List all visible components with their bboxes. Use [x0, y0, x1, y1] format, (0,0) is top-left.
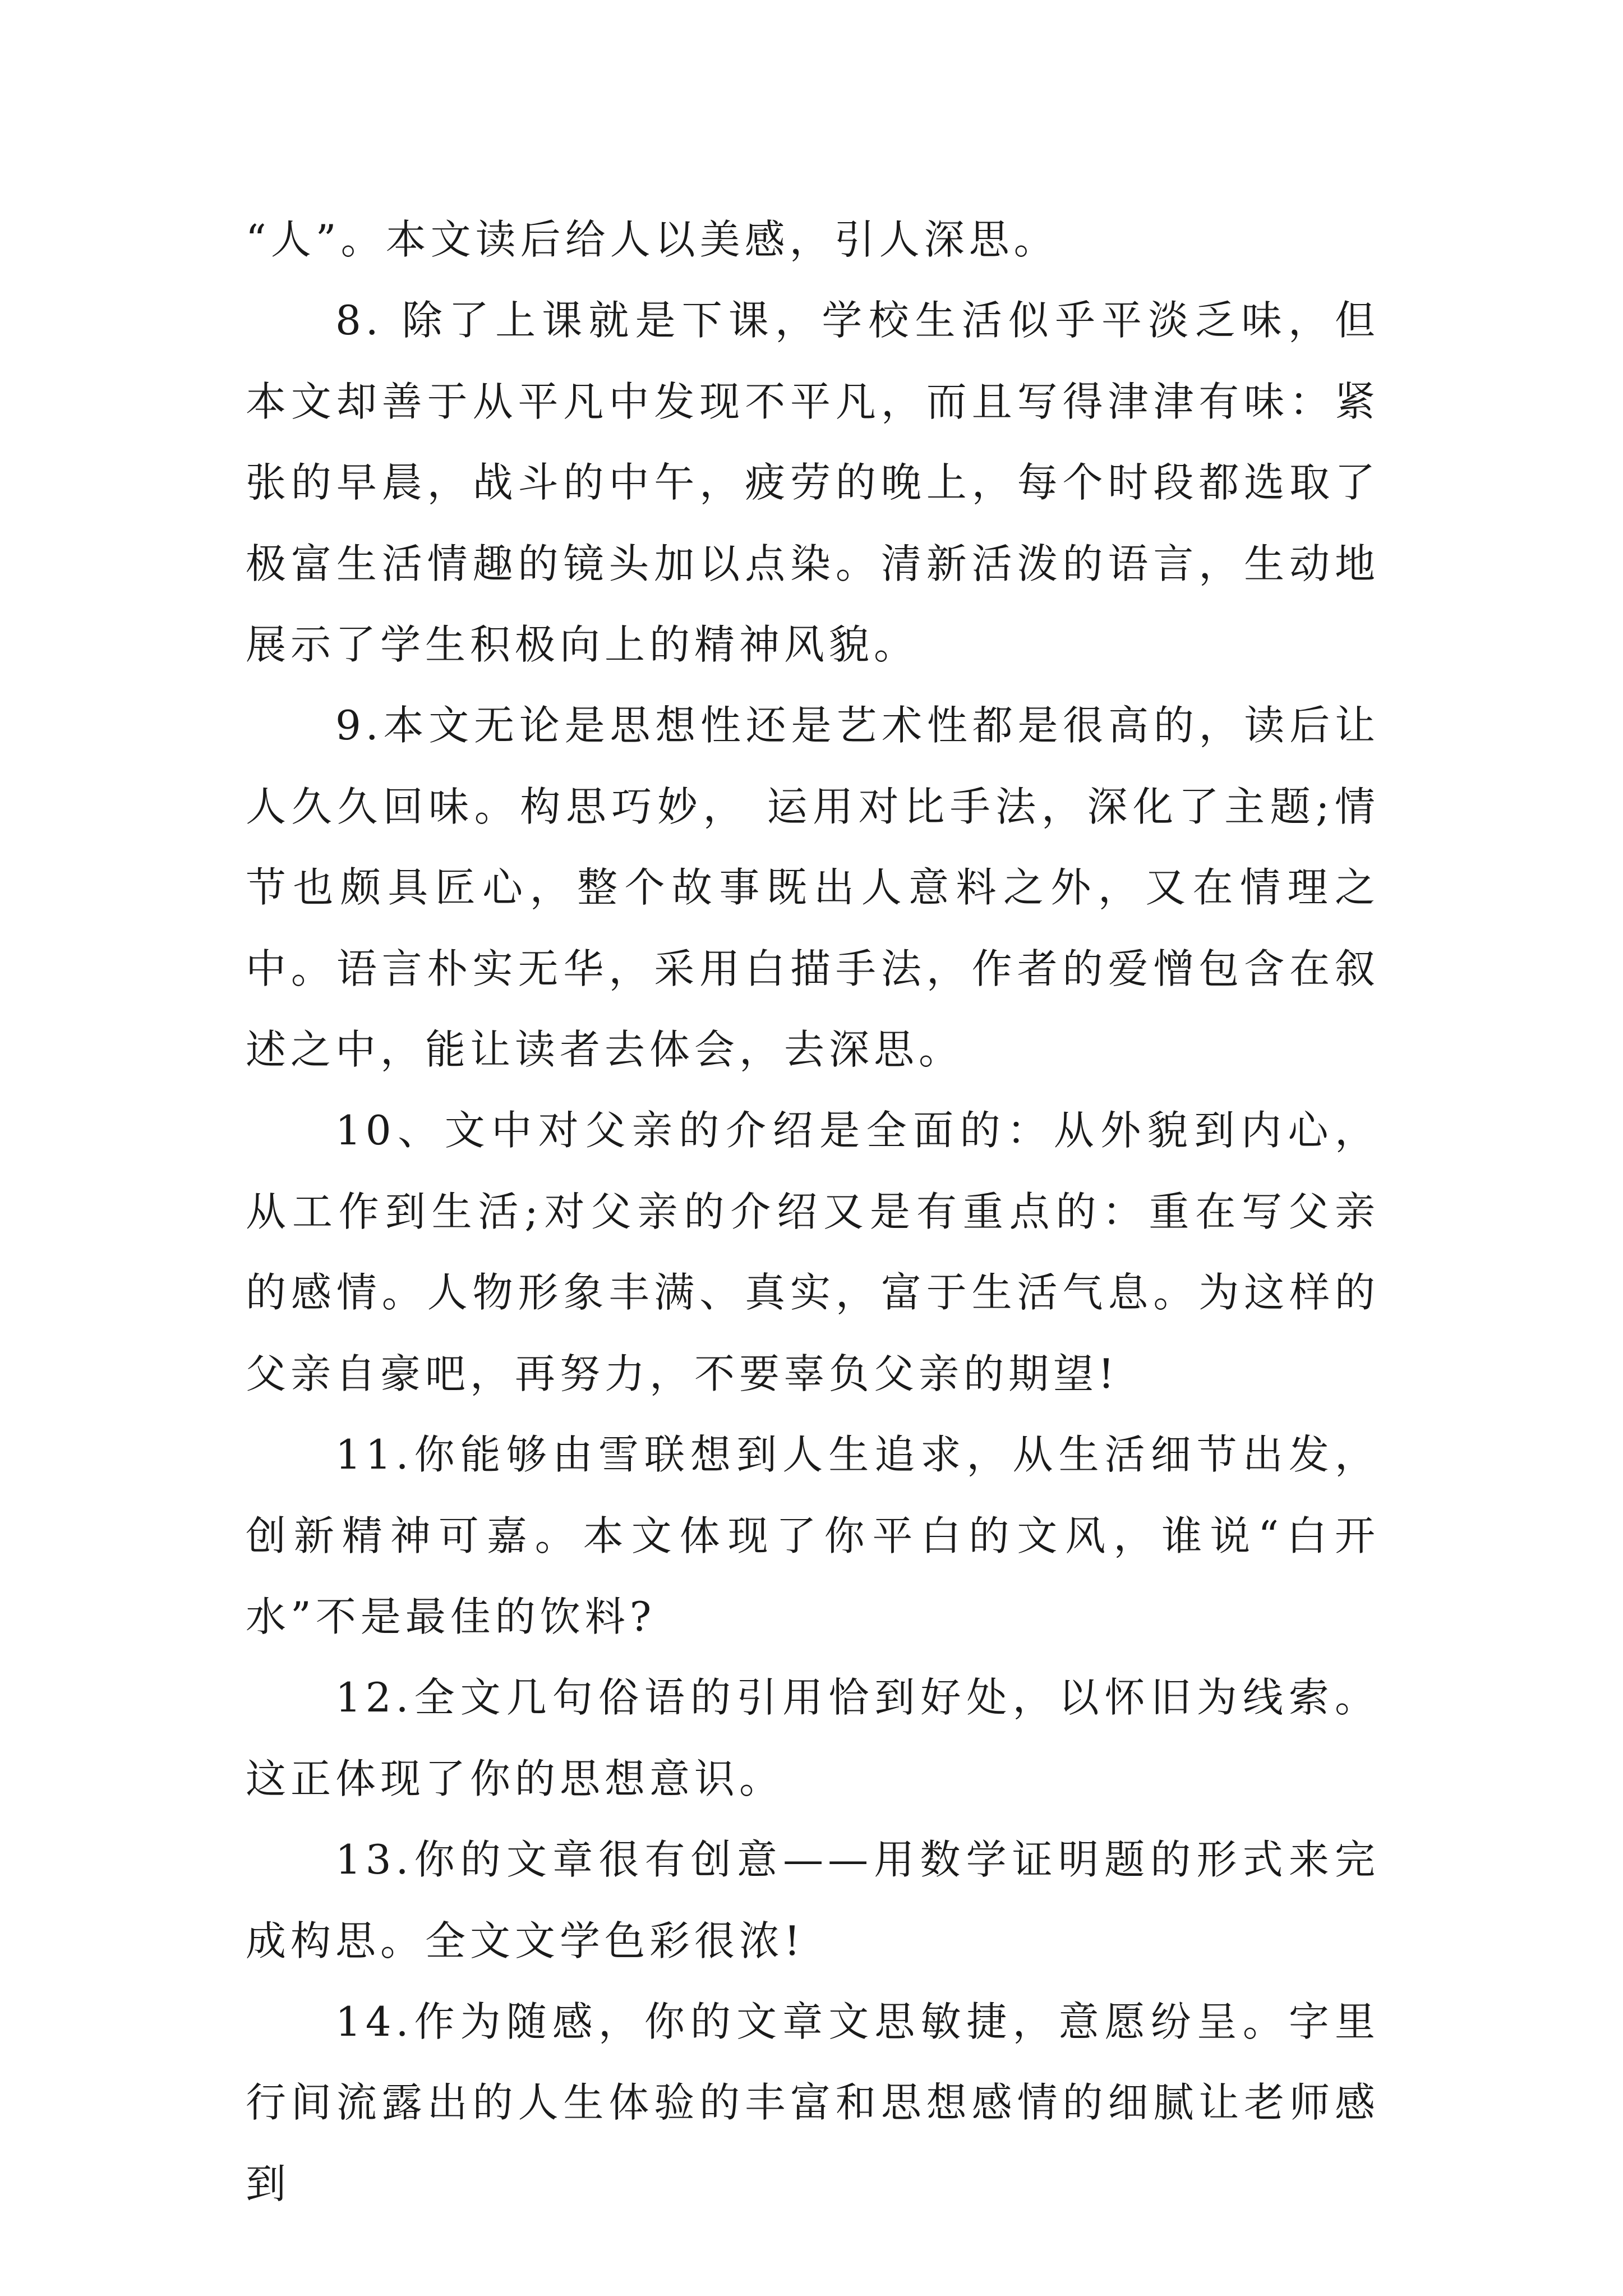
paragraph-comment-10: 10、文中对父亲的介绍是全面的：从外貌到内心，从工作到生活;对父亲的介绍又是有重点的：重在写父亲的感情。人物形象丰满、真实，富于生活气息。为这样的父亲自豪吧，再努力，不要辜负父亲的期望!: [246, 1107, 1380, 1397]
paragraph-continuation: “人”。本文读后给人以美感，引人深思。: [246, 216, 1059, 263]
document-body: [246, 199, 1380, 2224]
paragraph-comment-9: 9.本文无论是思想性还是艺术性都是很高的，读后让人久久回味。构思巧妙， 运用对比手法，深化了主题;情节也颇具匠心，整个故事既出人意料之外，又在情理之中。语言朴实无华，采用白描手法，作者的爱憎包含在叙述之中，能让读者去体会，去深思。: [246, 702, 1380, 1074]
paragraph-comment-11: 11.你能够由雪联想到人生追求，从生活细节出发，创新精神可嘉。本文体现了你平白的文风，谁说“白开水”不是最佳的饮料?: [246, 1431, 1380, 1640]
paragraph-comment-13: 13.你的文章很有创意——用数学证明题的形式来完成构思。全文文学色彩很浓!: [246, 1836, 1380, 1964]
paragraph-comment-14: 14.作为随感，你的文章文思敏捷，意愿纷呈。字里行间流露出的人生体验的丰富和思想感情的细腻让老师感到: [246, 1998, 1380, 2207]
paragraph-comment-12: 12.全文几句俗语的引用恰到好处，以怀旧为线索。这正体现了你的思想意识。: [246, 1674, 1380, 1802]
paragraph-comment-8: 8. 除了上课就是下课，学校生活似乎平淡乏味，但本文却善于从平凡中发现不平凡，而且写得津津有味：紧张的早晨，战斗的中午，疲劳的晚上，每个时段都选取了极富生活情趣的镜头加以点染。清新活泼的语言，生动地展示了学生积极向上的精神风貌。: [246, 297, 1380, 669]
